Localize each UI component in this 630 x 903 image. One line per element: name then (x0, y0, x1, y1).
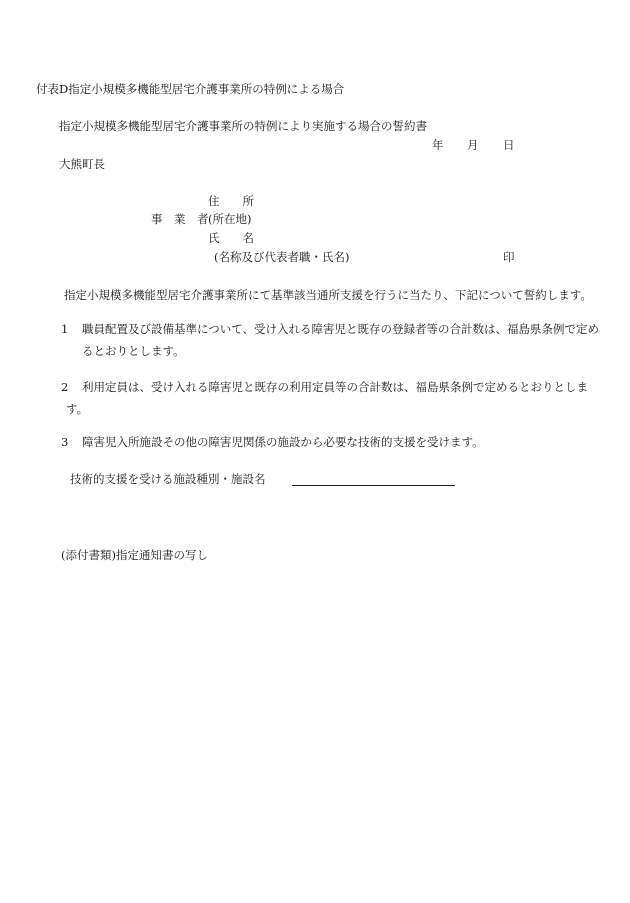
support-facility-field[interactable] (292, 485, 455, 486)
header-label: 付表D指定小規模多機能型居宅介護事業所の特例による場合 (36, 82, 345, 96)
name-label: 氏 名 (208, 231, 254, 245)
pledge-number: 3 (61, 435, 69, 449)
pledge-number: 1 (61, 322, 69, 336)
address-label: 住 所 (208, 194, 254, 208)
name-detail-label: (名称及び代表者職・氏名) (214, 250, 350, 264)
pledge-text: 障害児入所施設その他の障害児関係の施設から必要な技術的支援を受けます。 (82, 435, 484, 449)
pledge-text: 利用定員は、受け入れる障害児と既存の利用定員等の合計数は、福島県条例で定めるとおりとします。 (66, 380, 588, 416)
intro-statement: 指定小規模多機能型居宅介護事業所にて基準該当通所支援を行うに当たり、下記について誓約します。 (64, 288, 592, 302)
pledge-number: 2 (61, 380, 69, 394)
location-label: (所在地) (208, 212, 252, 226)
attachment-note: (添付書類)指定通知書の写し (61, 548, 208, 562)
business-label: 事 業 者 (151, 212, 209, 226)
document-title: 指定小規模多機能型居宅介護事業所の特例により実施する場合の誓約書 (59, 119, 427, 133)
support-facility-label: 技術的支援を受ける施設種別・施設名 (70, 472, 266, 486)
pledge-text: 職員配置及び設備基準について、受け入れる障害児と既存の登録者等の合計数は、福島県条例で定めるとおりとします。 (82, 322, 600, 358)
date-day: 日 (503, 138, 515, 152)
date-year: 年 (432, 138, 444, 152)
date-month: 月 (467, 138, 479, 152)
addressee: 大熊町長 (59, 157, 105, 171)
seal-mark: 印 (503, 250, 515, 264)
